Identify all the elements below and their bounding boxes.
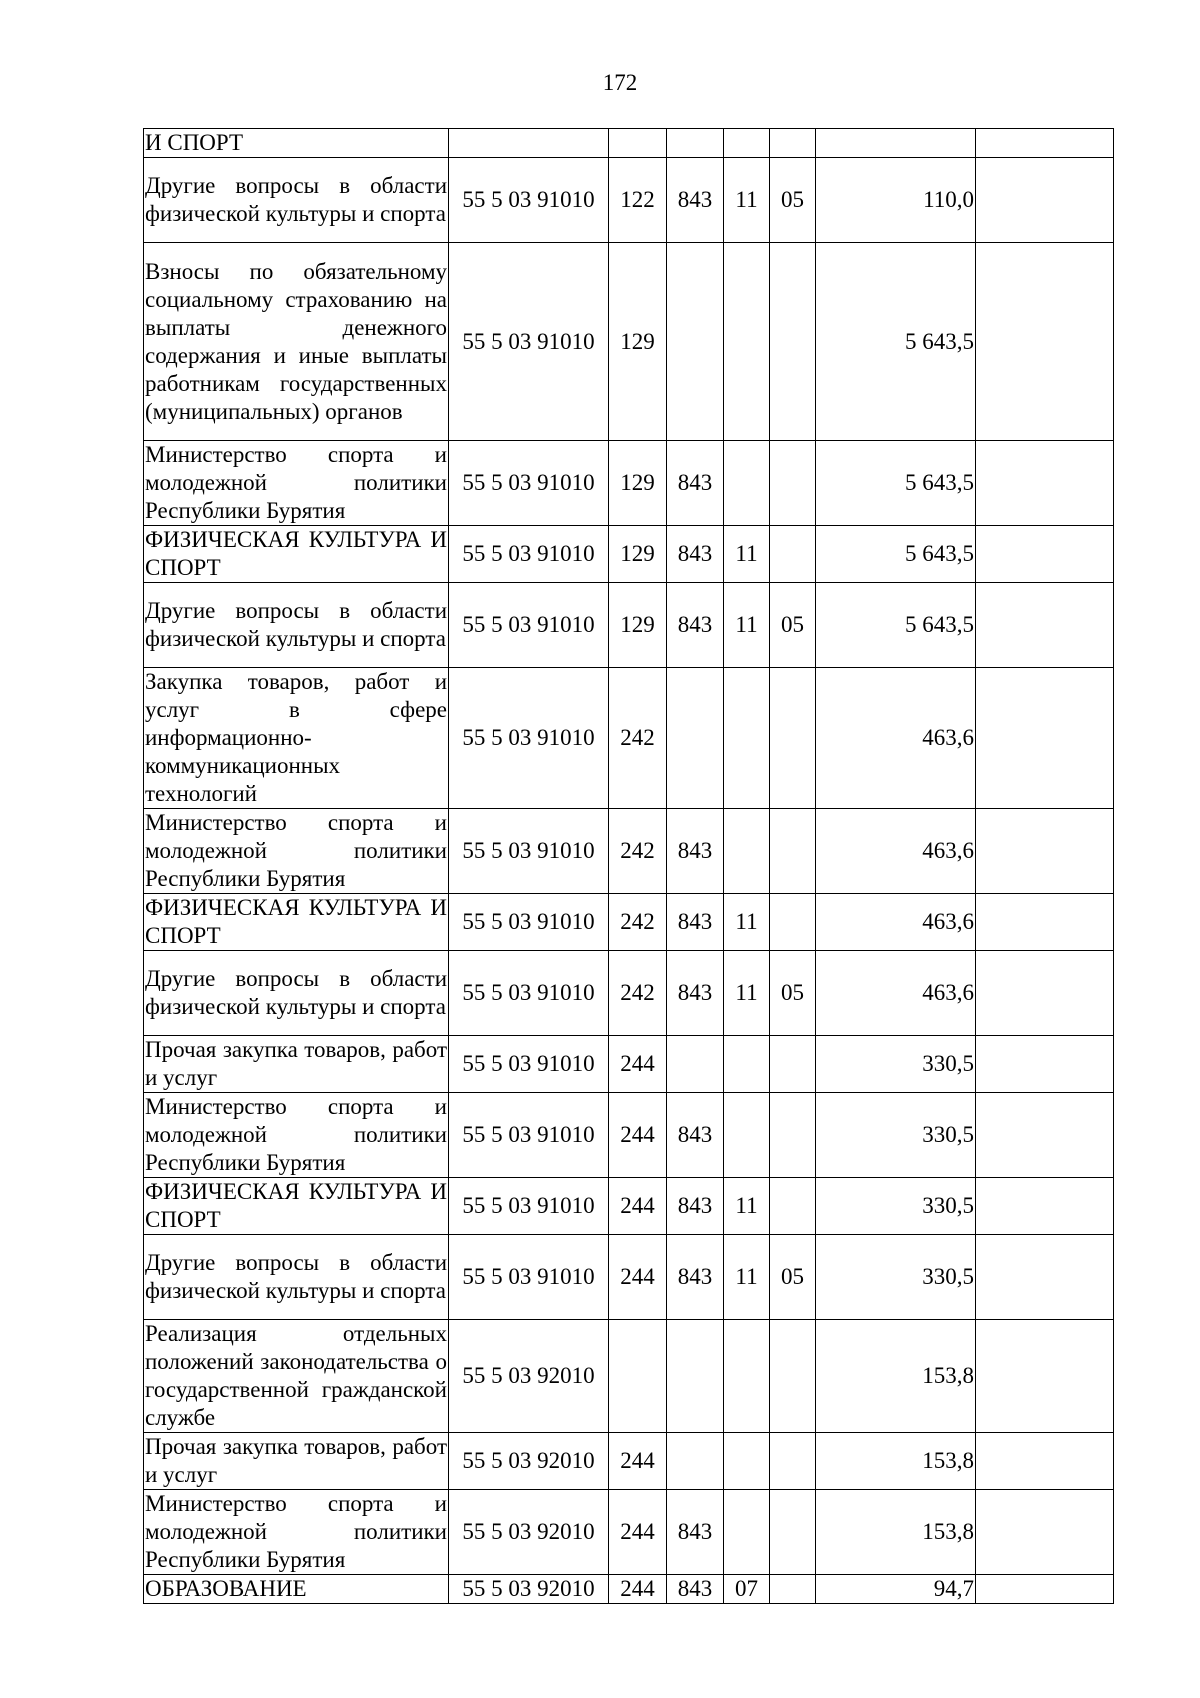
cell-extra <box>976 1235 1114 1320</box>
table-row <box>144 1490 1114 1575</box>
cell-gr: 843 <box>667 894 724 951</box>
cell-pr: 05 <box>770 158 816 243</box>
cell-vr: 242 <box>609 668 667 809</box>
cell-gr: 843 <box>667 951 724 1036</box>
cell-name: Закупка товаров, работ и услуг в сфере информационно-коммуникационных технологий <box>144 668 449 809</box>
cell-extra <box>976 1433 1114 1490</box>
cell-pr <box>770 1093 816 1178</box>
cell-vr: 242 <box>609 894 667 951</box>
cell-gr: 843 <box>667 158 724 243</box>
cell-vr: 242 <box>609 951 667 1036</box>
cell-vr <box>609 129 667 158</box>
cell-name: И СПОРТ <box>144 129 449 158</box>
cell-rz: 11 <box>724 1178 770 1235</box>
table-row <box>144 809 1114 894</box>
cell-extra <box>976 526 1114 583</box>
cell-csr: 55 5 03 91010 <box>449 158 609 243</box>
cell-sum: 5 643,5 <box>816 441 976 526</box>
cell-sum: 330,5 <box>816 1093 976 1178</box>
cell-rz: 11 <box>724 951 770 1036</box>
cell-gr: 843 <box>667 1235 724 1320</box>
cell-vr: 244 <box>609 1490 667 1575</box>
cell-name: Министерство спорта и молодежной политики Республики Бурятия <box>144 809 449 894</box>
cell-csr: 55 5 03 91010 <box>449 1036 609 1093</box>
cell-extra <box>976 894 1114 951</box>
cell-extra <box>976 1036 1114 1093</box>
cell-name: Другие вопросы в области физической культуры и спорта <box>144 158 449 243</box>
cell-vr: 129 <box>609 526 667 583</box>
cell-csr: 55 5 03 91010 <box>449 583 609 668</box>
cell-name: Реализация отдельных положений законодательства о государственной гражданской службе <box>144 1320 449 1433</box>
cell-sum: 330,5 <box>816 1036 976 1093</box>
cell-sum: 463,6 <box>816 951 976 1036</box>
cell-rz: 07 <box>724 1575 770 1604</box>
cell-csr: 55 5 03 91010 <box>449 526 609 583</box>
cell-pr <box>770 1178 816 1235</box>
cell-vr: 129 <box>609 243 667 441</box>
cell-extra <box>976 1178 1114 1235</box>
cell-extra <box>976 158 1114 243</box>
cell-pr <box>770 668 816 809</box>
cell-extra <box>976 809 1114 894</box>
cell-rz: 11 <box>724 894 770 951</box>
cell-rz <box>724 809 770 894</box>
cell-sum: 330,5 <box>816 1178 976 1235</box>
cell-rz <box>724 668 770 809</box>
cell-sum: 5 643,5 <box>816 583 976 668</box>
cell-csr: 55 5 03 92010 <box>449 1320 609 1433</box>
table-row <box>144 1036 1114 1093</box>
cell-vr: 244 <box>609 1093 667 1178</box>
cell-name: Прочая закупка товаров, работ и услуг <box>144 1036 449 1093</box>
cell-rz: 11 <box>724 583 770 668</box>
cell-pr <box>770 243 816 441</box>
table-row <box>144 951 1114 1036</box>
cell-pr: 05 <box>770 951 816 1036</box>
cell-extra <box>976 1575 1114 1604</box>
cell-sum: 5 643,5 <box>816 526 976 583</box>
cell-rz <box>724 1490 770 1575</box>
cell-pr <box>770 129 816 158</box>
cell-rz <box>724 1036 770 1093</box>
cell-name: Министерство спорта и молодежной политики Республики Бурятия <box>144 1490 449 1575</box>
cell-sum: 463,6 <box>816 894 976 951</box>
cell-extra <box>976 243 1114 441</box>
cell-vr: 129 <box>609 583 667 668</box>
cell-csr: 55 5 03 91010 <box>449 243 609 441</box>
cell-sum: 153,8 <box>816 1433 976 1490</box>
budget-table-body <box>144 129 1114 1604</box>
cell-extra <box>976 1490 1114 1575</box>
cell-csr: 55 5 03 91010 <box>449 1235 609 1320</box>
cell-extra <box>976 441 1114 526</box>
cell-sum: 110,0 <box>816 158 976 243</box>
cell-vr: 244 <box>609 1433 667 1490</box>
cell-sum: 330,5 <box>816 1235 976 1320</box>
cell-rz <box>724 129 770 158</box>
cell-extra <box>976 951 1114 1036</box>
table-row <box>144 129 1114 158</box>
cell-csr: 55 5 03 92010 <box>449 1433 609 1490</box>
cell-rz: 11 <box>724 526 770 583</box>
table-row <box>144 1178 1114 1235</box>
cell-vr: 244 <box>609 1575 667 1604</box>
cell-csr: 55 5 03 91010 <box>449 1093 609 1178</box>
cell-pr <box>770 441 816 526</box>
cell-csr: 55 5 03 92010 <box>449 1490 609 1575</box>
cell-pr <box>770 1320 816 1433</box>
cell-pr <box>770 1490 816 1575</box>
cell-gr: 843 <box>667 1178 724 1235</box>
cell-rz <box>724 243 770 441</box>
cell-sum <box>816 129 976 158</box>
cell-csr: 55 5 03 91010 <box>449 809 609 894</box>
cell-vr: 122 <box>609 158 667 243</box>
cell-sum: 463,6 <box>816 668 976 809</box>
cell-pr <box>770 809 816 894</box>
cell-csr: 55 5 03 91010 <box>449 894 609 951</box>
cell-pr <box>770 1036 816 1093</box>
table-row <box>144 668 1114 809</box>
cell-name: Прочая закупка товаров, работ и услуг <box>144 1433 449 1490</box>
cell-sum: 94,7 <box>816 1575 976 1604</box>
cell-csr: 55 5 03 91010 <box>449 441 609 526</box>
cell-extra <box>976 129 1114 158</box>
cell-pr <box>770 526 816 583</box>
cell-csr: 55 5 03 92010 <box>449 1575 609 1604</box>
cell-sum: 463,6 <box>816 809 976 894</box>
page-number: 172 <box>602 70 638 95</box>
table-row <box>144 243 1114 441</box>
table-row <box>144 158 1114 243</box>
cell-pr: 05 <box>770 1235 816 1320</box>
cell-name: ФИЗИЧЕСКАЯ КУЛЬТУРА И СПОРТ <box>144 894 449 951</box>
cell-pr: 05 <box>770 583 816 668</box>
cell-csr: 55 5 03 91010 <box>449 668 609 809</box>
table-row <box>144 1433 1114 1490</box>
cell-gr: 843 <box>667 1490 724 1575</box>
cell-sum: 153,8 <box>816 1490 976 1575</box>
cell-extra <box>976 668 1114 809</box>
cell-extra <box>976 583 1114 668</box>
cell-name: Министерство спорта и молодежной политики Республики Бурятия <box>144 441 449 526</box>
cell-csr: 55 5 03 91010 <box>449 1178 609 1235</box>
cell-vr: 244 <box>609 1036 667 1093</box>
cell-pr <box>770 1575 816 1604</box>
cell-gr: 843 <box>667 441 724 526</box>
cell-gr: 843 <box>667 1093 724 1178</box>
table-row <box>144 526 1114 583</box>
table-row <box>144 1093 1114 1178</box>
table-row <box>144 1575 1114 1604</box>
cell-gr: 843 <box>667 809 724 894</box>
cell-vr: 242 <box>609 809 667 894</box>
cell-name: Другие вопросы в области физической культуры и спорта <box>144 583 449 668</box>
cell-extra <box>976 1093 1114 1178</box>
cell-gr <box>667 129 724 158</box>
cell-gr <box>667 668 724 809</box>
table-row <box>144 1320 1114 1433</box>
cell-rz <box>724 441 770 526</box>
cell-name: ФИЗИЧЕСКАЯ КУЛЬТУРА И СПОРТ <box>144 526 449 583</box>
cell-name: Другие вопросы в области физической культуры и спорта <box>144 1235 449 1320</box>
cell-csr <box>449 129 609 158</box>
cell-name: Взносы по обязательному социальному страхованию на выплаты денежного содержания и иные выплаты работникам государственных (муниципальных) органов <box>144 243 449 441</box>
cell-name: ФИЗИЧЕСКАЯ КУЛЬТУРА И СПОРТ <box>144 1178 449 1235</box>
cell-rz <box>724 1320 770 1433</box>
cell-rz: 11 <box>724 158 770 243</box>
cell-gr <box>667 1036 724 1093</box>
cell-rz <box>724 1433 770 1490</box>
cell-sum: 153,8 <box>816 1320 976 1433</box>
cell-pr <box>770 894 816 951</box>
cell-rz: 11 <box>724 1235 770 1320</box>
table-row <box>144 583 1114 668</box>
cell-sum: 5 643,5 <box>816 243 976 441</box>
cell-vr: 129 <box>609 441 667 526</box>
table-row <box>144 894 1114 951</box>
cell-name: ОБРАЗОВАНИЕ <box>144 1575 449 1604</box>
cell-vr <box>609 1320 667 1433</box>
cell-gr: 843 <box>667 526 724 583</box>
cell-extra <box>976 1320 1114 1433</box>
cell-name: Министерство спорта и молодежной политики Республики Бурятия <box>144 1093 449 1178</box>
cell-rz <box>724 1093 770 1178</box>
cell-gr: 843 <box>667 1575 724 1604</box>
cell-csr: 55 5 03 91010 <box>449 951 609 1036</box>
cell-pr <box>770 1433 816 1490</box>
cell-gr: 843 <box>667 583 724 668</box>
table-row <box>144 1235 1114 1320</box>
cell-name: Другие вопросы в области физической культуры и спорта <box>144 951 449 1036</box>
cell-vr: 244 <box>609 1235 667 1320</box>
cell-gr <box>667 243 724 441</box>
table-row <box>144 441 1114 526</box>
cell-vr: 244 <box>609 1178 667 1235</box>
cell-gr <box>667 1320 724 1433</box>
budget-table <box>143 128 1114 1604</box>
cell-gr <box>667 1433 724 1490</box>
